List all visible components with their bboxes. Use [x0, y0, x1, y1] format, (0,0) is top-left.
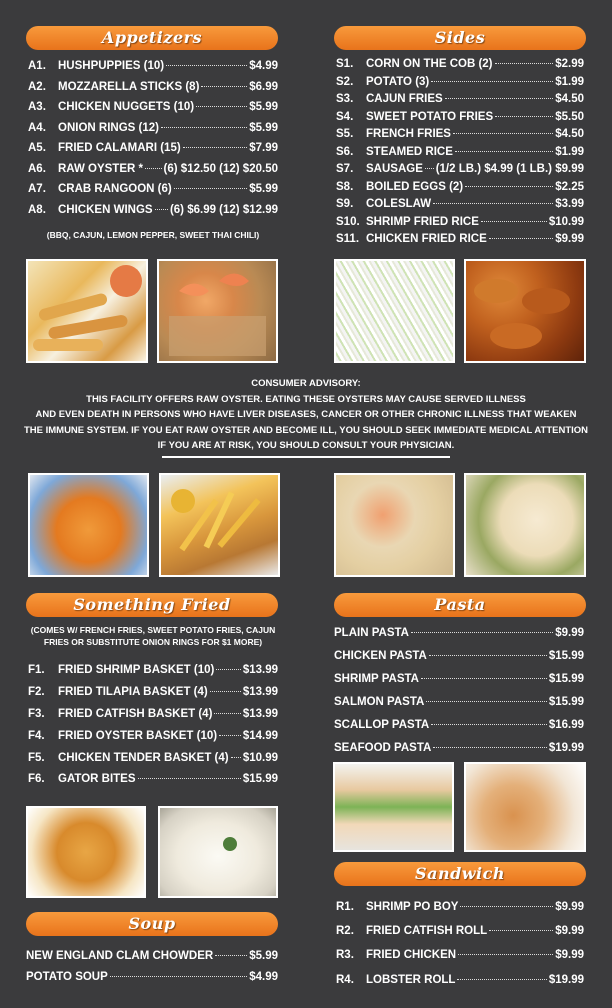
menu-item [336, 214, 584, 232]
po-boy-photo [464, 762, 586, 852]
item-price: $7.99 [249, 142, 278, 154]
menu-item [334, 691, 584, 714]
item-code: S7. [336, 163, 354, 175]
wing [522, 288, 570, 314]
item-code: A6. [28, 162, 46, 175]
item-name: SEAFOOD PASTA [334, 742, 432, 754]
dot-leader [110, 976, 247, 977]
appetizers-banner [26, 26, 278, 50]
item-code: S4. [336, 110, 354, 123]
menu-item [28, 179, 278, 200]
herb-garnish [223, 837, 237, 851]
sides-banner [334, 26, 586, 50]
item-name: CAJUN FRIES [366, 93, 443, 105]
soup-banner [26, 912, 278, 936]
something-fried-note: (COMES W/ FRENCH FRIES, SWEET POTATO FRIES, CAJUN FRIES OR SUBSTITUTE ONION RINGS FOR $1 MORE) [30, 625, 276, 647]
item-code: F5. [28, 751, 45, 764]
dot-leader [425, 168, 434, 169]
item-code: R3. [336, 949, 354, 962]
dot-leader [495, 63, 554, 64]
dot-leader [214, 713, 240, 714]
menu-item [28, 704, 278, 726]
item-code: A8. [28, 203, 46, 216]
menu-item [28, 56, 278, 77]
item-price: $5.99 [249, 183, 278, 195]
item-price: $9.99 [555, 949, 584, 962]
fried-shrimp-basket-photo [28, 473, 149, 577]
seafood-pasta-photo [464, 473, 586, 577]
sides-list [336, 56, 584, 249]
sandwich-banner [334, 862, 586, 886]
pasta-list [334, 622, 584, 760]
dot-leader [201, 86, 247, 87]
menu-item [336, 231, 584, 249]
item-price: $5.99 [249, 121, 278, 134]
sides-title: Sides [434, 28, 486, 47]
dot-leader [421, 678, 547, 679]
item-code: A4. [28, 121, 46, 134]
item-code: F6. [28, 773, 45, 786]
menu-item [336, 126, 584, 144]
item-name: LOBSTER ROLL [366, 973, 456, 986]
item-name: SAUSAGE [366, 163, 423, 175]
shrimp-pasta-photo [334, 473, 455, 577]
dot-leader [489, 930, 553, 931]
dot-leader [481, 221, 547, 222]
mozzarella-sticks-graphic [28, 261, 146, 361]
appetizers-note: (BBQ, CAJUN, LEMON PEPPER, SWEET THAI CHILI) [46, 230, 260, 240]
item-price: $15.99 [548, 696, 584, 708]
menu-item [334, 622, 584, 645]
menu-item [336, 56, 584, 74]
clam-chowder-photo [158, 806, 278, 898]
menu-item [334, 645, 584, 668]
dot-leader [495, 116, 553, 117]
shrimp-fried-rice-photo [157, 259, 278, 363]
item-price: $9.99 [555, 901, 584, 913]
item-price: $9.99 [555, 233, 584, 245]
item-name: RAW OYSTER * [58, 162, 143, 175]
item-name: CHICKEN PASTA [334, 650, 427, 662]
wings-graphic [466, 261, 584, 361]
item-code: S2. [336, 75, 354, 88]
shrimp [219, 274, 249, 287]
item-name: MOZZARELLA STICKS (8) [58, 80, 200, 93]
item-price: $9.99 [555, 627, 584, 639]
item-price: $15.99 [242, 773, 278, 786]
item-price: $5.50 [555, 110, 584, 123]
item-name: PLAIN PASTA [334, 627, 409, 639]
sandwich-title: Sandwich [415, 864, 505, 883]
item-price: $2.25 [555, 180, 584, 193]
item-price: (1/2 LB.) $4.99 (1 LB.) $9.99 [435, 163, 584, 175]
appetizers-title: Appetizers [101, 28, 203, 47]
dot-leader [166, 65, 247, 66]
gator-bites-photo [26, 806, 146, 898]
item-price: $13.99 [242, 685, 278, 698]
item-code: R1. [336, 901, 354, 913]
dot-leader [458, 954, 553, 955]
tenders-graphic [161, 475, 278, 575]
menu-item [336, 144, 584, 162]
item-name: GATOR BITES [58, 773, 136, 786]
shrimp-rice-graphic [159, 261, 276, 361]
item-name: CORN ON THE COB (2) [366, 58, 493, 70]
menu-item [334, 714, 584, 737]
menu-item [336, 968, 584, 992]
advisory-line: AND EVEN DEATH IN PERSONS WHO HAVE LIVER DISEASES, CANCER OR OTHER CHRONIC ILLNESS THAT WEAKEN [35, 409, 577, 420]
item-code: S11. [336, 233, 360, 245]
item-code: S6. [336, 145, 354, 158]
shrimp [179, 284, 209, 297]
dot-leader [460, 906, 553, 907]
item-name: SHRIMP PASTA [334, 673, 419, 685]
item-name: NEW ENGLAND CLAM CHOWDER [26, 950, 214, 962]
item-name: FRIED CATFISH BASKET (4) [58, 707, 213, 720]
stick [33, 339, 103, 351]
item-name: FRIED CATFISH ROLL [366, 925, 488, 938]
item-code: S5. [336, 128, 354, 140]
soup-title: Soup [128, 914, 176, 933]
item-price: $13.99 [242, 664, 278, 676]
item-code: F1. [28, 664, 45, 676]
stick [38, 292, 109, 322]
item-name: FRIED TILAPIA BASKET (4) [58, 685, 208, 698]
menu-item [28, 118, 278, 139]
menu-item [28, 769, 278, 791]
advisory-line: THIS FACILITY OFFERS RAW OYSTER. EATING THESE OYSTERS MAY CAUSE SERVED ILLNESS [86, 393, 526, 405]
stick [48, 314, 129, 340]
menu-item [334, 737, 584, 760]
menu-item [336, 74, 584, 92]
item-price: $5.99 [249, 101, 278, 113]
chowder-graphic [160, 808, 276, 896]
item-price: $16.99 [548, 719, 584, 731]
something-fried-title: Something Fried [73, 595, 231, 614]
item-code: F4. [28, 729, 45, 742]
item-name: POTATO SOUP [26, 971, 108, 983]
item-price: $13.99 [242, 707, 278, 720]
dot-leader [431, 724, 547, 725]
something-fried-list [28, 660, 278, 791]
dot-leader [183, 147, 248, 148]
dot-leader [465, 186, 553, 187]
dot-leader [138, 778, 241, 779]
item-name: STEAMED RICE [366, 145, 453, 158]
dot-leader [489, 238, 553, 239]
item-code: S8. [336, 180, 354, 193]
menu-item [28, 748, 278, 770]
mozzarella-sticks-photo [26, 259, 148, 363]
item-name: FRIED OYSTER BASKET (10) [58, 729, 218, 742]
item-name: BOILED EGGS (2) [366, 180, 464, 193]
dip-bowl [110, 265, 142, 297]
item-name: SHRIMP FRIED RICE [366, 215, 479, 228]
menu-item [336, 895, 584, 919]
item-name: SHRIMP PO BOY [366, 901, 459, 913]
item-code: F2. [28, 685, 45, 698]
item-code: S10. [336, 215, 360, 228]
item-name: COLESLAW [366, 198, 432, 210]
menu-item [336, 196, 584, 214]
chicken-tenders-photo [159, 473, 280, 577]
item-price: $6.99 [249, 80, 278, 93]
item-price: $3.99 [555, 198, 584, 210]
item-name: CHICKEN WINGS [58, 203, 153, 216]
dot-leader [210, 691, 241, 692]
item-code: A7. [28, 183, 46, 195]
dot-leader [219, 735, 241, 736]
item-price: $19.99 [548, 742, 584, 754]
dot-leader [433, 747, 546, 748]
dot-leader [455, 151, 553, 152]
menu-item [336, 91, 584, 109]
item-code: S9. [336, 198, 354, 210]
dot-leader [215, 955, 247, 956]
menu-item [28, 159, 278, 180]
sandwich-list [336, 895, 584, 992]
menu-item [336, 161, 584, 179]
item-price: $10.99 [548, 215, 584, 228]
dot-leader [411, 632, 553, 633]
item-price: $1.99 [555, 75, 584, 88]
chicken-wings-photo [464, 259, 586, 363]
item-price: $15.99 [548, 673, 584, 685]
advisory-heading: CONSUMER ADVISORY: [251, 378, 361, 389]
menu-item [28, 138, 278, 159]
menu-item [28, 200, 278, 221]
item-price: $4.50 [555, 128, 584, 140]
item-name: FRIED CHICKEN [366, 949, 457, 962]
dot-leader [145, 168, 162, 169]
item-price: $9.99 [555, 925, 584, 938]
menu-item [26, 967, 278, 988]
item-price: (6) $6.99 (12) $12.99 [169, 203, 278, 216]
rice [169, 316, 266, 356]
menu-item [28, 97, 278, 118]
item-name: FRENCH FRIES [366, 128, 451, 140]
something-fried-banner [26, 593, 278, 617]
dot-leader [155, 209, 168, 210]
menu-item [28, 682, 278, 704]
item-code: R4. [336, 973, 354, 986]
item-name: SALMON PASTA [334, 696, 425, 708]
item-name: CHICKEN NUGGETS (10) [58, 101, 195, 113]
dot-leader [426, 701, 547, 702]
item-price: $14.99 [242, 729, 278, 742]
item-price: $4.50 [555, 93, 584, 105]
item-name: SCALLOP PASTA [334, 719, 430, 731]
lobster-roll-photo [333, 762, 454, 852]
item-name: CRAB RANGOON (6) [58, 183, 172, 195]
item-price: $10.99 [242, 751, 278, 764]
item-price: $4.99 [249, 60, 278, 72]
item-name: FRIED SHRIMP BASKET (10) [58, 664, 215, 676]
consumer-advisory [20, 376, 592, 454]
item-name: CHICKEN TENDER BASKET (4) [58, 751, 229, 764]
menu-item [28, 726, 278, 748]
sauce-cup [171, 489, 195, 513]
dot-leader [433, 203, 553, 204]
item-code: R2. [336, 925, 354, 938]
item-price: $4.99 [249, 971, 278, 983]
menu-item [334, 668, 584, 691]
menu-item [336, 943, 584, 967]
item-code: A5. [28, 142, 46, 154]
soup-list [26, 946, 278, 988]
advisory-line: THE IMMUNE SYSTEM. IF YOU EAT RAW OYSTER AND BECOME ILL, YOU SHOULD SEEK IMMEDIATE MEDICAL ATTENTION [23, 424, 589, 436]
item-code: A1. [28, 60, 46, 72]
pasta-title: Pasta [434, 595, 486, 614]
item-name: FRIED CALAMARI (15) [58, 142, 181, 154]
item-price: $19.99 [548, 973, 584, 986]
dot-leader [445, 98, 554, 99]
fry [204, 492, 235, 549]
appetizers-list [28, 56, 278, 220]
item-price: $1.99 [555, 145, 584, 158]
item-price: $15.99 [548, 650, 584, 662]
wing [490, 323, 542, 349]
item-name: HUSHPUPPIES (10) [58, 60, 165, 72]
menu-item [28, 660, 278, 682]
dot-leader [174, 188, 247, 189]
item-price: (6) $12.50 (12) $20.50 [163, 162, 278, 175]
item-name: CHICKEN FRIED RICE [366, 233, 487, 245]
item-code: S3. [336, 93, 354, 105]
dot-leader [216, 669, 240, 670]
coleslaw-photo [334, 259, 455, 363]
menu-item [28, 77, 278, 98]
dot-leader [161, 127, 247, 128]
dot-leader [431, 81, 553, 82]
dot-leader [196, 106, 247, 107]
pasta-banner [334, 593, 586, 617]
wing [474, 279, 518, 303]
item-price: $2.99 [555, 58, 584, 70]
item-name: POTATO (3) [366, 75, 430, 88]
item-price: $5.99 [249, 950, 278, 962]
menu-item [336, 179, 584, 197]
item-code: A3. [28, 101, 46, 113]
advisory-divider [162, 456, 450, 458]
item-name: ONION RINGS (12) [58, 121, 159, 134]
item-code: A2. [28, 80, 46, 93]
menu-item [26, 946, 278, 967]
dot-leader [231, 757, 241, 758]
dot-leader [429, 655, 547, 656]
menu-item [336, 109, 584, 127]
menu-item [336, 919, 584, 943]
item-code: F3. [28, 707, 45, 720]
item-code: S1. [336, 58, 354, 70]
dot-leader [457, 979, 546, 980]
advisory-line: IF YOU ARE AT RISK, YOU SHOULD CONSULT YOUR PHYSICIAN. [157, 440, 455, 451]
item-name: SWEET POTATO FRIES [366, 110, 494, 123]
dot-leader [453, 133, 553, 134]
